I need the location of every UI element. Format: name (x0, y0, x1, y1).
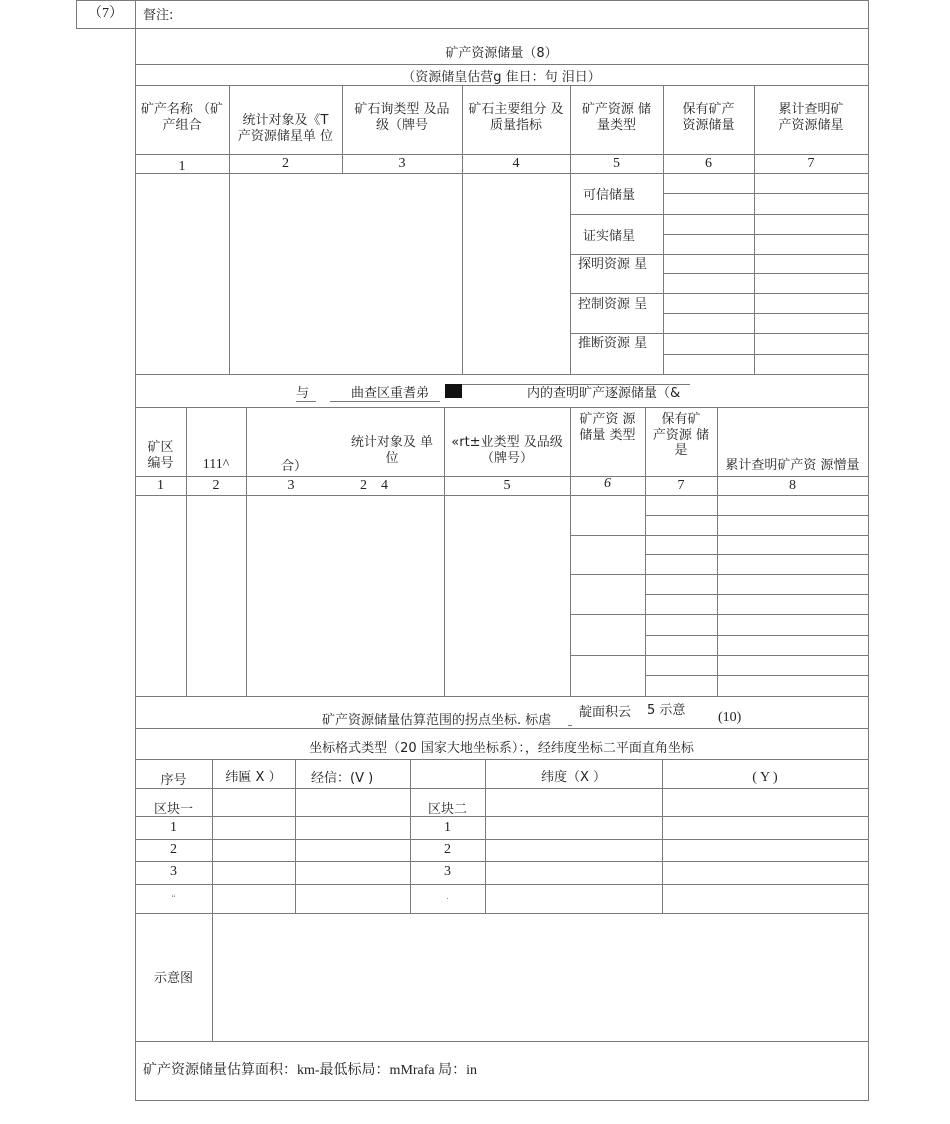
s9-col-ore-type: «rt±业类型 及品级 （牌号） (451, 435, 563, 466)
reserve-type-proven: 证实储星 (583, 229, 636, 244)
block-1-label: 区块一 (153, 802, 193, 817)
s9-col-2: 111^ (202, 457, 230, 472)
block-1-row-3: 3 (170, 864, 177, 879)
block-1-row-1: 1 (170, 820, 177, 835)
s9-col-area-no: 矿区 编号 (147, 440, 174, 471)
diagram-label: 示意图 (153, 971, 193, 986)
estimate-area-footer: 矿产资源储量估算面积：km-最低标局：mMrafa 局：in (143, 1063, 478, 1078)
s8-col-mineral-name: 矿产名称 （矿 产组合 (140, 102, 224, 133)
block-2-label: 区块二 (427, 802, 467, 817)
resource-type-indicated: 控制资源 呈 (578, 297, 648, 312)
block-2-row-more: . (446, 891, 449, 901)
s8-num-7: 7 (807, 156, 815, 171)
s9-num-2: 2 (212, 478, 220, 493)
s8-col-cumulative: 累计查明矿 产资源储星 (778, 102, 844, 133)
coord-format: 坐标格式类型（20 国家大地坐标系）：，经纬度坐标二平面直角坐标 (309, 741, 694, 756)
resource-type-measured: 探明资源 星 (578, 257, 648, 272)
s9-num-1: 1 (157, 478, 164, 493)
remarks-label: 督注: (143, 8, 174, 23)
diagram-area (213, 914, 868, 1041)
s8-col-components: 矿石主要组分 及 质量指标 (468, 102, 564, 133)
s9-col-retained: 保有矿 产资源 储 是 (652, 412, 710, 459)
s8-num-6: 6 (705, 156, 712, 171)
block-2-row-1: 1 (444, 820, 451, 835)
s8-num-5: 5 (613, 156, 620, 171)
section-10-title: 矿产资源储量估算范围的拐点坐标. 标虐 (322, 713, 552, 728)
coord-col-lon-y: 经信：(V ) (311, 771, 374, 786)
s8-num-3: 3 (398, 156, 406, 171)
s9-num-3: 3 (287, 478, 295, 493)
section-8-title: 矿产资源储量（8） (445, 46, 558, 61)
coord-col-lat2-x: 纬度（X ） (540, 770, 607, 785)
section-8-date: （资源储皇估营g 隹日：句 泪日） (402, 70, 601, 85)
s8-num-1: 1 (178, 159, 186, 174)
reserve-type-probable: 可信储量 (583, 188, 636, 203)
s9-num-5: 5 (503, 478, 511, 493)
s9-num-6: 6 (604, 476, 611, 491)
block-2-row-2: 2 (444, 842, 451, 857)
s9-col-reserve-type: 矿产资 源 储量 类型 (579, 412, 636, 443)
s8-col-retained: 保有矿产 资源储量 (682, 102, 735, 133)
section-10-title-c: 5 示意 (647, 703, 686, 718)
s9-num-7: 7 (677, 478, 685, 493)
block-1-row-2: 2 (170, 842, 177, 857)
coord-col-seq: 序号 (160, 773, 187, 788)
s8-num-4: 4 (512, 156, 520, 171)
coord-col-lat-x: 纬匾 X ） (225, 770, 282, 785)
block-1-row-more: “ (171, 893, 176, 903)
section-9-title-b: 曲查区重耆弟 (351, 386, 430, 401)
s9-col-3: 合） (281, 459, 308, 474)
s9-num-8: 8 (789, 478, 796, 493)
block-2-row-3: 3 (444, 864, 451, 879)
s8-col-ore-type: 矿石询类型 及品 级（牌号 (354, 102, 450, 133)
s8-num-2: 2 (282, 156, 289, 171)
section-10-title-b: 靛面积云 (579, 705, 632, 720)
section-10-number: (10) (718, 710, 742, 725)
section-9-title-c: 内的查明旷产逐源储量（& (527, 386, 681, 401)
s8-col-stat-object: 统计对象及《T 产资源储星单 位 (237, 113, 334, 144)
section-number: （7） (88, 6, 123, 21)
s9-num-4: 2 4 (360, 478, 388, 493)
s9-col-cumulative: 累计查明矿产资 源憎量 (725, 458, 860, 473)
resource-type-inferred: 推断资源 星 (578, 336, 648, 351)
s8-col-reserve-type: 矿产资源 储 量类型 (581, 102, 652, 133)
s9-col-stat-object: 统计对象及 单 位 (350, 435, 434, 466)
redaction-block (445, 384, 462, 398)
section-9-title-a: 与 (296, 386, 310, 401)
coord-col-y: ( Y ) (752, 770, 778, 785)
